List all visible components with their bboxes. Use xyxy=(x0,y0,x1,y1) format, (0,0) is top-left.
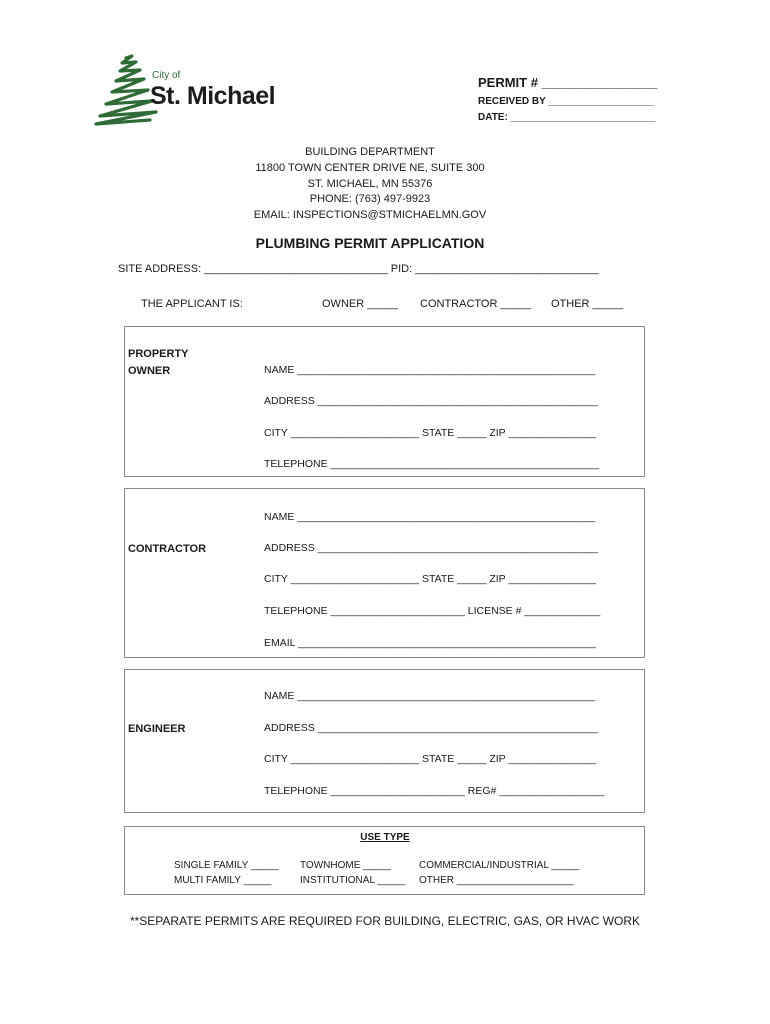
owner-address-field: ADDRESS ________________________________________________ xyxy=(264,395,598,407)
contractor-email-field: EMAIL ___________________________________________________ xyxy=(264,637,596,649)
page-title: PLUMBING PERMIT APPLICATION xyxy=(255,235,485,251)
logo-st-michael: St. Michael xyxy=(150,82,276,110)
department-address: 11800 TOWN CENTER DRIVE NE, SUITE 300 xyxy=(255,162,485,174)
use-institutional: INSTITUTIONAL _____ xyxy=(300,875,406,886)
engineer-name-field: NAME ___________________________________________________ xyxy=(264,690,596,702)
applicant-owner-option: OWNER _____ xyxy=(322,298,398,310)
use-single-family: SINGLE FAMILY _____ xyxy=(174,860,279,871)
department-email: EMAIL: INSPECTIONS@STMICHAELMN.GOV xyxy=(253,209,487,221)
separate-permits-note: **SEPARATE PERMITS ARE REQUIRED FOR BUILDING, ELECTRIC, GAS, OR HVAC WORK xyxy=(129,914,641,928)
property-owner-label-line1: PROPERTY xyxy=(128,348,189,360)
site-address-pid-row: SITE ADDRESS: ______________________________ PID: ______________________________ xyxy=(118,263,599,275)
department-name: BUILDING DEPARTMENT xyxy=(305,146,435,158)
use-other: OTHER _____________________ xyxy=(419,875,574,886)
engineer-city-state-zip-field: CITY ______________________ STATE _____ ZIP _______________ xyxy=(264,753,597,765)
date-field: DATE: __________________________ xyxy=(478,112,656,123)
engineer-telephone-reg-field: TELEPHONE _______________________ REG# __________________ xyxy=(264,785,605,797)
owner-telephone-field: TELEPHONE ______________________________________________ xyxy=(264,458,600,470)
use-commercial-industrial: COMMERCIAL/INDUSTRIAL _____ xyxy=(419,860,580,871)
contractor-city-state-zip-field: CITY ______________________ STATE _____ ZIP _______________ xyxy=(264,573,597,585)
engineer-address-field: ADDRESS ________________________________________________ xyxy=(264,722,598,734)
use-townhome: TOWNHOME _____ xyxy=(300,860,391,871)
applicant-contractor-option: CONTRACTOR _____ xyxy=(420,298,532,310)
owner-city-state-zip-field: CITY ______________________ STATE _____ ZIP _______________ xyxy=(264,427,597,439)
applicant-other-option: OTHER _____ xyxy=(551,298,624,310)
permit-number-field: PERMIT # ________________ xyxy=(478,75,658,90)
received-by-field: RECEIVED BY ___________________ xyxy=(478,96,655,107)
department-phone: PHONE: (763) 497-9923 xyxy=(309,193,431,205)
use-type-title: USE TYPE xyxy=(360,832,410,843)
use-multi-family: MULTI FAMILY _____ xyxy=(174,875,272,886)
logo-city-of: City of xyxy=(152,70,181,81)
contractor-label: CONTRACTOR xyxy=(128,543,207,555)
contractor-telephone-license-field: TELEPHONE _______________________ LICENSE # _____________ xyxy=(264,605,601,617)
department-city: ST. MICHAEL, MN 55376 xyxy=(307,178,433,190)
applicant-label: THE APPLICANT IS: xyxy=(141,298,243,310)
contractor-address-field: ADDRESS ________________________________________________ xyxy=(264,542,598,554)
property-owner-label-line2: OWNER xyxy=(128,365,171,377)
engineer-label: ENGINEER xyxy=(128,723,186,735)
contractor-name-field: NAME ___________________________________________________ xyxy=(264,511,596,523)
owner-name-field: NAME ___________________________________________________ xyxy=(264,364,596,376)
